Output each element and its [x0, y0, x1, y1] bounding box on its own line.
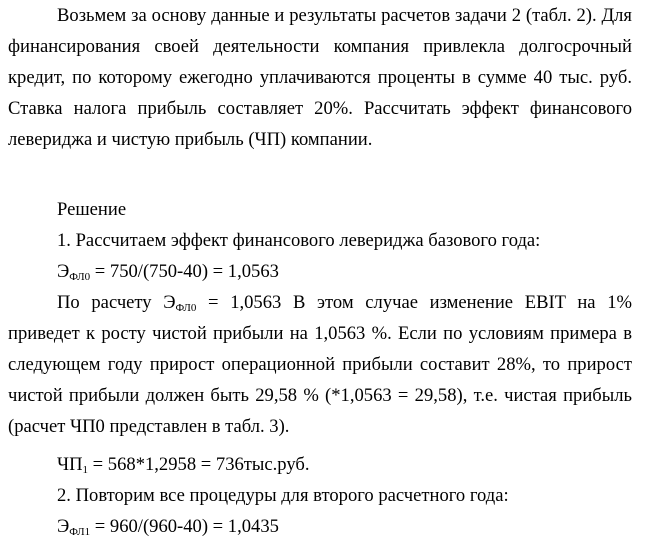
solution-heading: Решение	[57, 199, 127, 220]
paragraph-1-line-5: левериджа и чистую прибыль (ЧП) компании.	[8, 129, 373, 150]
paragraph-2-line-5: (расчет ЧП0 представлен в табл. 3).	[8, 416, 290, 437]
paragraph-2-line-4: чистой прибыли должен быть 29,58 % (*1,0563 = 29,58), т.е. чистая прибыль	[8, 385, 632, 406]
formula-symbol: Э	[57, 516, 70, 537]
paragraph-2-line-1-end: = 1,0563 В этом случае изменение EBIT на 1%	[196, 292, 632, 313]
formula-expression: = 750/(750-40) = 1,0563	[90, 261, 279, 282]
net-profit-expression: = 568*1,2958 = 736тыс.руб.	[88, 454, 310, 475]
net-profit-subscript: 1	[82, 464, 89, 476]
formula-subscript: ФЛ0	[69, 271, 91, 283]
paragraph-1-line-3: кредит, по которому ежегодно уплачиваются проценты в сумме 40 тыс. руб.	[8, 67, 632, 88]
formula-expression: = 960/(960-40) = 1,0435	[90, 516, 279, 537]
paragraph-2-line-3: следующем году прирост операционной прибыли составит 28%, то прирост	[8, 354, 632, 375]
net-profit-symbol: ЧП	[57, 454, 83, 475]
step-1-formula	[57, 256, 632, 287]
formula-subscript: ФЛ1	[69, 526, 91, 538]
paragraph-2-line-1	[57, 287, 632, 318]
paragraph-1-line-4: Ставка налога прибыль составляет 20%. Рассчитать эффект финансового	[8, 98, 632, 119]
paragraph-2-subscript: ФЛ0	[175, 302, 197, 314]
paragraph-2-line-1-start: По расчету Э	[57, 292, 176, 313]
paragraph-1-line-1: Возьмем за основу данные и результаты расчетов задачи 2 (табл. 2). Для	[57, 5, 632, 26]
paragraph-1-line-2: финансирования своей деятельности компания привлекла долгосрочный	[8, 36, 632, 57]
formula-symbol: Э	[57, 261, 70, 282]
step-2-title: 2. Повторим все процедуры для второго расчетного года:	[57, 485, 509, 506]
net-profit-formula	[57, 449, 632, 480]
paragraph-2-line-2: приведет к росту чистой прибыли на 1,0563 %. Если по условиям примера в	[8, 323, 632, 344]
step-2-formula	[57, 511, 632, 542]
step-1-title: 1. Рассчитаем эффект финансового левериджа базового года:	[57, 230, 541, 251]
